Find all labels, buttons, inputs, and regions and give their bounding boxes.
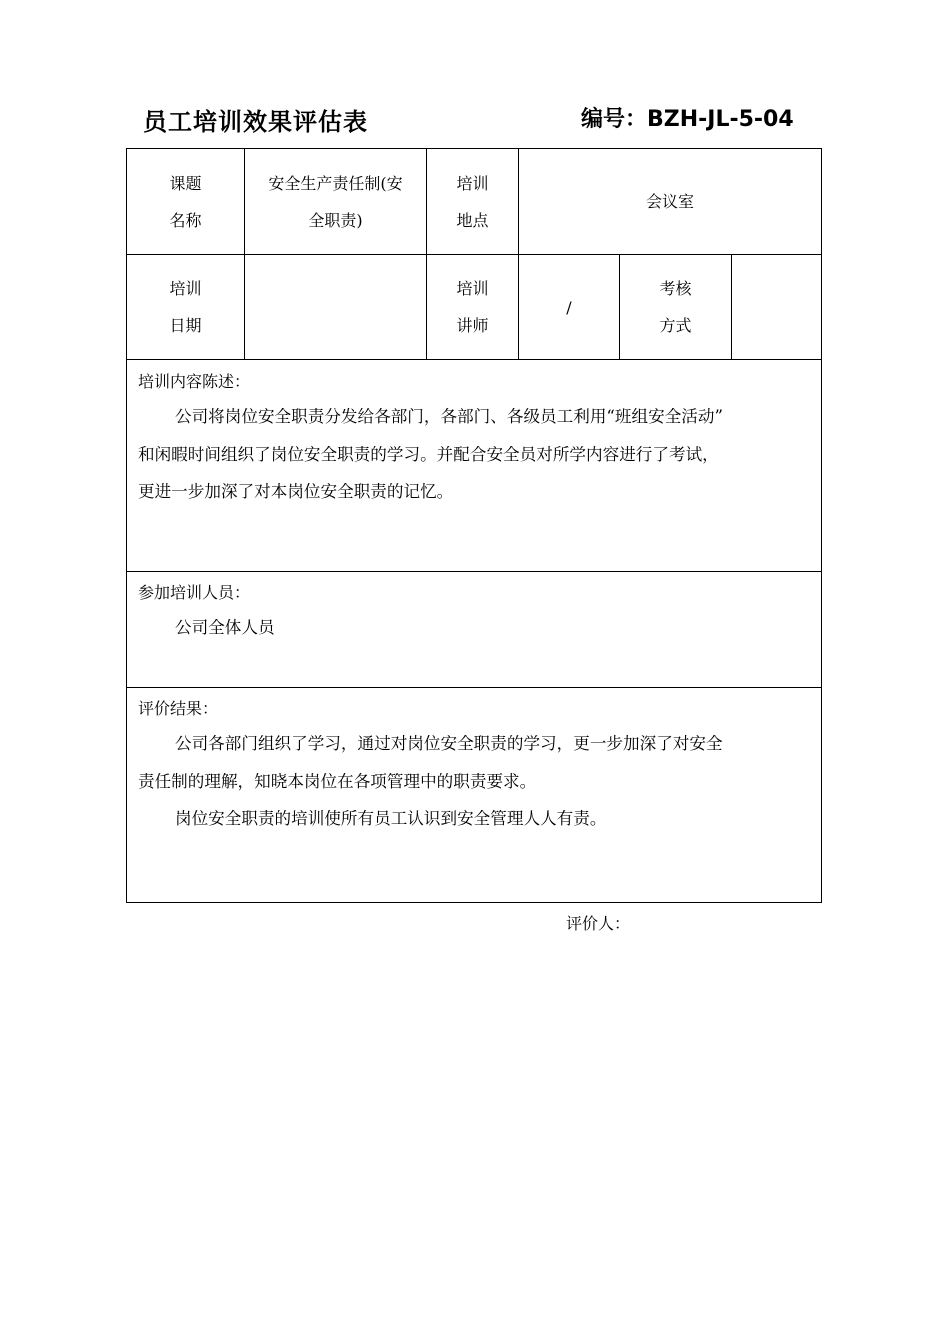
evaluation-paragraph-2: 岗位安全职责的培训使所有员工认识到安全管理人人有责。	[175, 809, 607, 828]
teacher-label-cell	[427, 255, 518, 359]
exam-value-cell	[732, 255, 821, 359]
evaluation-paragraph-1	[138, 725, 818, 800]
content-label: 培训内容陈述：	[138, 372, 251, 391]
content-paragraph	[138, 398, 818, 511]
exam-label-cell	[620, 255, 731, 359]
teacher-value-cell	[519, 255, 619, 359]
topic-label-line2: 名称	[169, 210, 202, 230]
topic-value-line1: 安全生产责任制(安	[268, 173, 403, 193]
date-value-cell	[245, 255, 426, 359]
row-divider	[127, 359, 821, 360]
row-divider	[127, 687, 821, 688]
place-label-line2: 地点	[456, 210, 489, 230]
exam-label-line2: 方式	[659, 316, 692, 335]
topic-label-line1: 课题	[169, 173, 202, 193]
topic-value-line2: 全职责)	[308, 210, 363, 230]
place-label-line1: 培训	[456, 173, 489, 193]
content-line: 和闲暇时间组织了岗位安全职责的学习。并配合安全员对所学内容进行了考试，	[138, 444, 719, 464]
document-code: 编号：BZH-JL-5-04	[581, 107, 794, 132]
topic-label-cell	[127, 149, 244, 254]
title-row	[143, 102, 803, 134]
content-line: 公司将岗位安全职责分发给各部门，各部门、各级员工利用“班组安全活动”	[175, 407, 723, 426]
date-label-line1: 培训	[169, 279, 202, 298]
evaluation-line: 责任制的理解，知晓本岗位在各项管理中的职责要求。	[138, 771, 537, 791]
exam-label-line1: 考核	[659, 279, 692, 298]
place-value-cell	[519, 149, 821, 254]
date-label-line2: 日期	[169, 316, 202, 335]
evaluation-line: 公司各部门组织了学习，通过对岗位安全职责的学习，更一步加深了对安全	[175, 734, 723, 753]
participants-value: 公司全体人员	[175, 618, 275, 637]
teacher-label-line2: 讲师	[456, 316, 489, 335]
teacher-value: /	[566, 297, 572, 317]
teacher-label-line1: 培训	[456, 279, 489, 298]
date-label-cell	[127, 255, 244, 359]
evaluation-form-table	[126, 148, 822, 903]
participants-label: 参加培训人员：	[138, 583, 251, 602]
evaluator-label: 评价人：	[566, 914, 631, 933]
document-title: 员工培训效果评估表	[143, 108, 368, 136]
topic-value-cell	[245, 149, 426, 254]
evaluation-label: 评价结果：	[138, 699, 219, 718]
content-line: 更进一步加深了对本岗位安全职责的记忆。	[138, 482, 454, 501]
place-value: 会议室	[645, 192, 694, 211]
place-label-cell	[427, 149, 518, 254]
row-divider	[127, 571, 821, 572]
